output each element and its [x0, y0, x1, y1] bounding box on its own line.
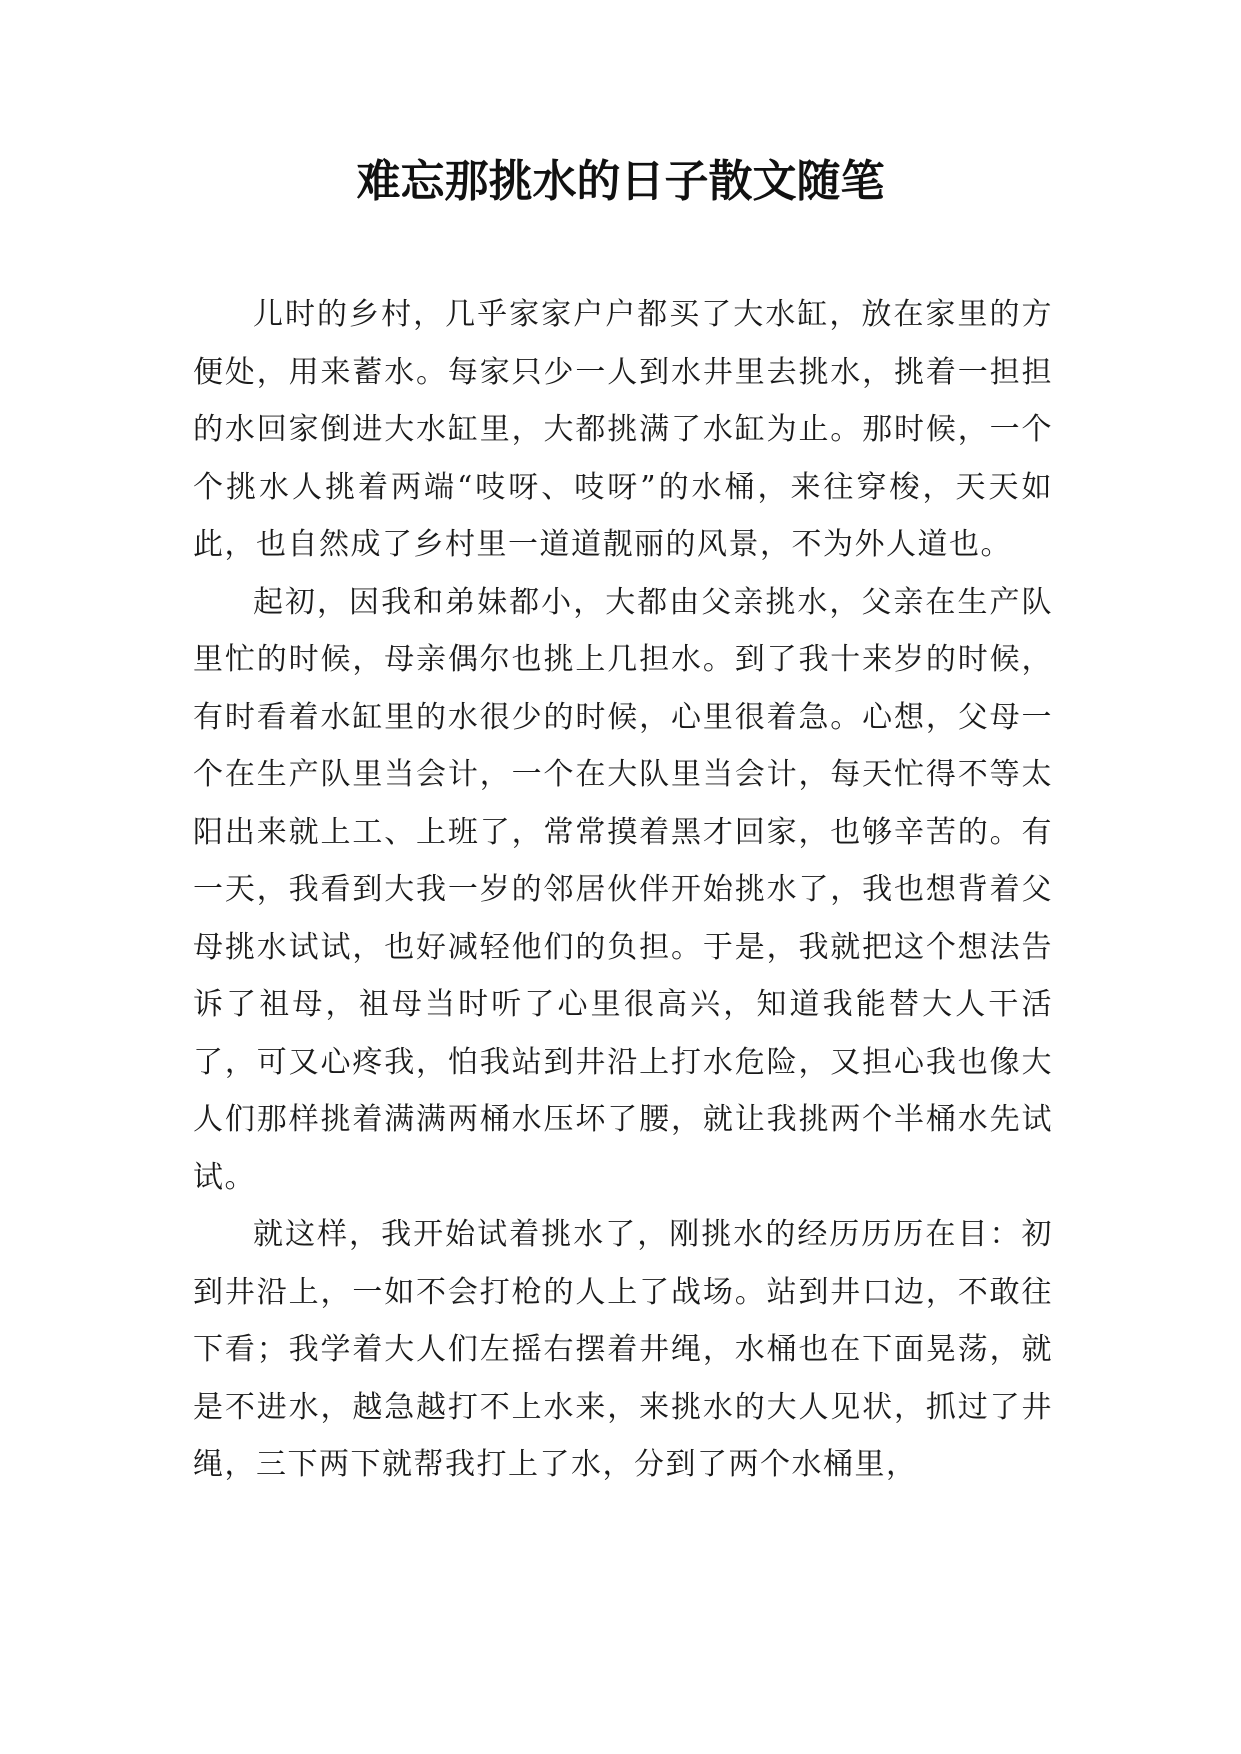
paragraph: 儿时的乡村，几乎家家户户都买了大水缸，放在家里的方便处，用来蓄水。每家只少一人到水井里去挑水，挑着一担担的水回家倒进大水缸里，大都挑满了水缸为止。那时候，一个个挑水人挑着两端“吱呀、吱呀”的水桶，来往穿梭，天天如此，也自然成了乡村里一道道靓丽的风景，不为外人道也。 [193, 297, 1053, 562]
paragraph: 就这样，我开始试着挑水了，刚挑水的经历历历在目：初到井沿上，一如不会打枪的人上了战场。站到井口边，不敢往下看；我学着大人们左摇右摆着井绳，水桶也在下面晃荡，就是不进水，越急越打不上水来，来挑水的大人见状，抓过了井绳，三下两下就帮我打上了水，分到了两个水桶里， [193, 1217, 1053, 1482]
document-title: 难忘那挑水的日子散文随笔 [356, 156, 885, 207]
paragraph: 起初，因我和弟妹都小，大都由父亲挑水，父亲在生产队里忙的时候，母亲偶尔也挑上几担水。到了我十来岁的时候，有时看着水缸里的水很少的时候，心里很着急。心想，父母一个在生产队里当会计，一个在大队里当会计，每天忙得不等太阳出来就上工、上班了，常常摸着黑才回家，也够辛苦的。有一天，我看到大我一岁的邻居伙伴开始挑水了，我也想背着父母挑水试试，也好减轻他们的负担。于是，我就把这个想法告诉了祖母，祖母当时听了心里很高兴，知道我能替大人干活了，可又心疼我，怕我站到井沿上打水危险，又担心我也像大人们那样挑着满满两桶水压坏了腰，就让我挑两个半桶水先试试。 [193, 584, 1053, 1195]
document-body [193, 286, 1053, 1494]
